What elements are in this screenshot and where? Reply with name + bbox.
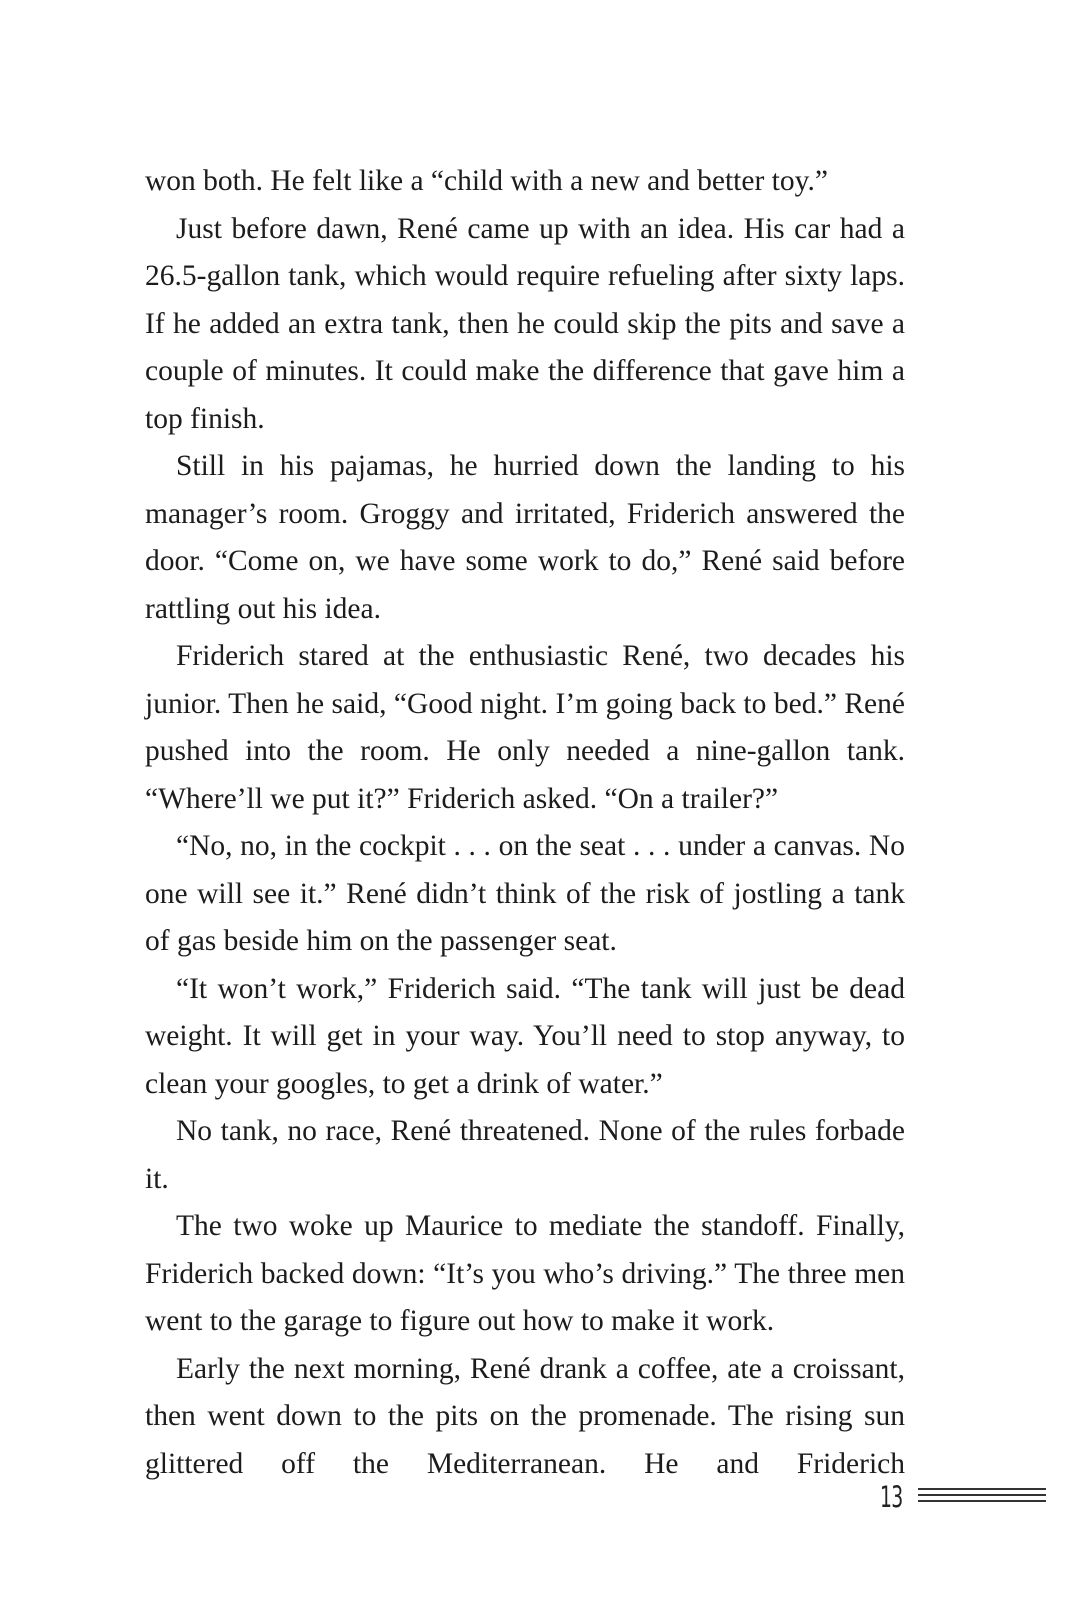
footer-rule-line — [918, 1494, 1046, 1496]
paragraph-8: The two woke up Maurice to mediate the standoff. Finally, Friderich backed down: “It’s you who’s driving.” The three men went to the garage to figure out how to make it work. — [145, 1210, 905, 1337]
page-number: 13 — [880, 1480, 903, 1514]
footer-rule-line — [918, 1488, 1046, 1490]
paragraph-9: Early the next morning, René drank a coffee, ate a croissant, then went down to the pits on the promenade. The rising sun glittered off the Mediterranean. He and Friderich — [145, 1352, 905, 1480]
paragraph-5: “No, no, in the cockpit . . . on the seat . . . under a canvas. No one will see it.” René didn’t think of the risk of jostling a tank of gas beside him on the passenger seat. — [145, 830, 905, 957]
body-text — [145, 158, 905, 1488]
paragraph-7: No tank, no race, René threatened. None of the rules forbade it. — [145, 1115, 905, 1195]
paragraph-2: Just before dawn, René came up with an idea. His car had a 26.5-gallon tank, which would require refueling after sixty laps. If he added an extra tank, then he could skip the pits and save a couple of minutes. It could make the difference that gave him a top finish. — [145, 212, 905, 435]
page-footer — [0, 1480, 1067, 1520]
footer-rule-lines — [918, 1488, 1046, 1508]
paragraph-6: “It won’t work,” Friderich said. “The tank will just be dead weight. It will get in your way. You’ll need to stop anyway, to clean your googles, to get a drink of water.” — [145, 972, 905, 1100]
footer-rule-line — [918, 1500, 1046, 1502]
paragraph-4: Friderich stared at the enthusiastic René, two decades his junior. Then he said, “Good night. I’m going back to bed.” René pushed into the room. He only needed a nine-gallon tank. “Where’ll we put it?” Friderich asked. “On a trailer?” — [145, 640, 905, 815]
paragraph-3: Still in his pajamas, he hurried down the landing to his manager’s room. Groggy and irritated, Friderich answered the door. “Come on, we have some work to do,” René said before rattling out his idea. — [145, 450, 905, 625]
paragraph-1: won both. He felt like a “child with a new and better toy.” — [145, 165, 828, 197]
